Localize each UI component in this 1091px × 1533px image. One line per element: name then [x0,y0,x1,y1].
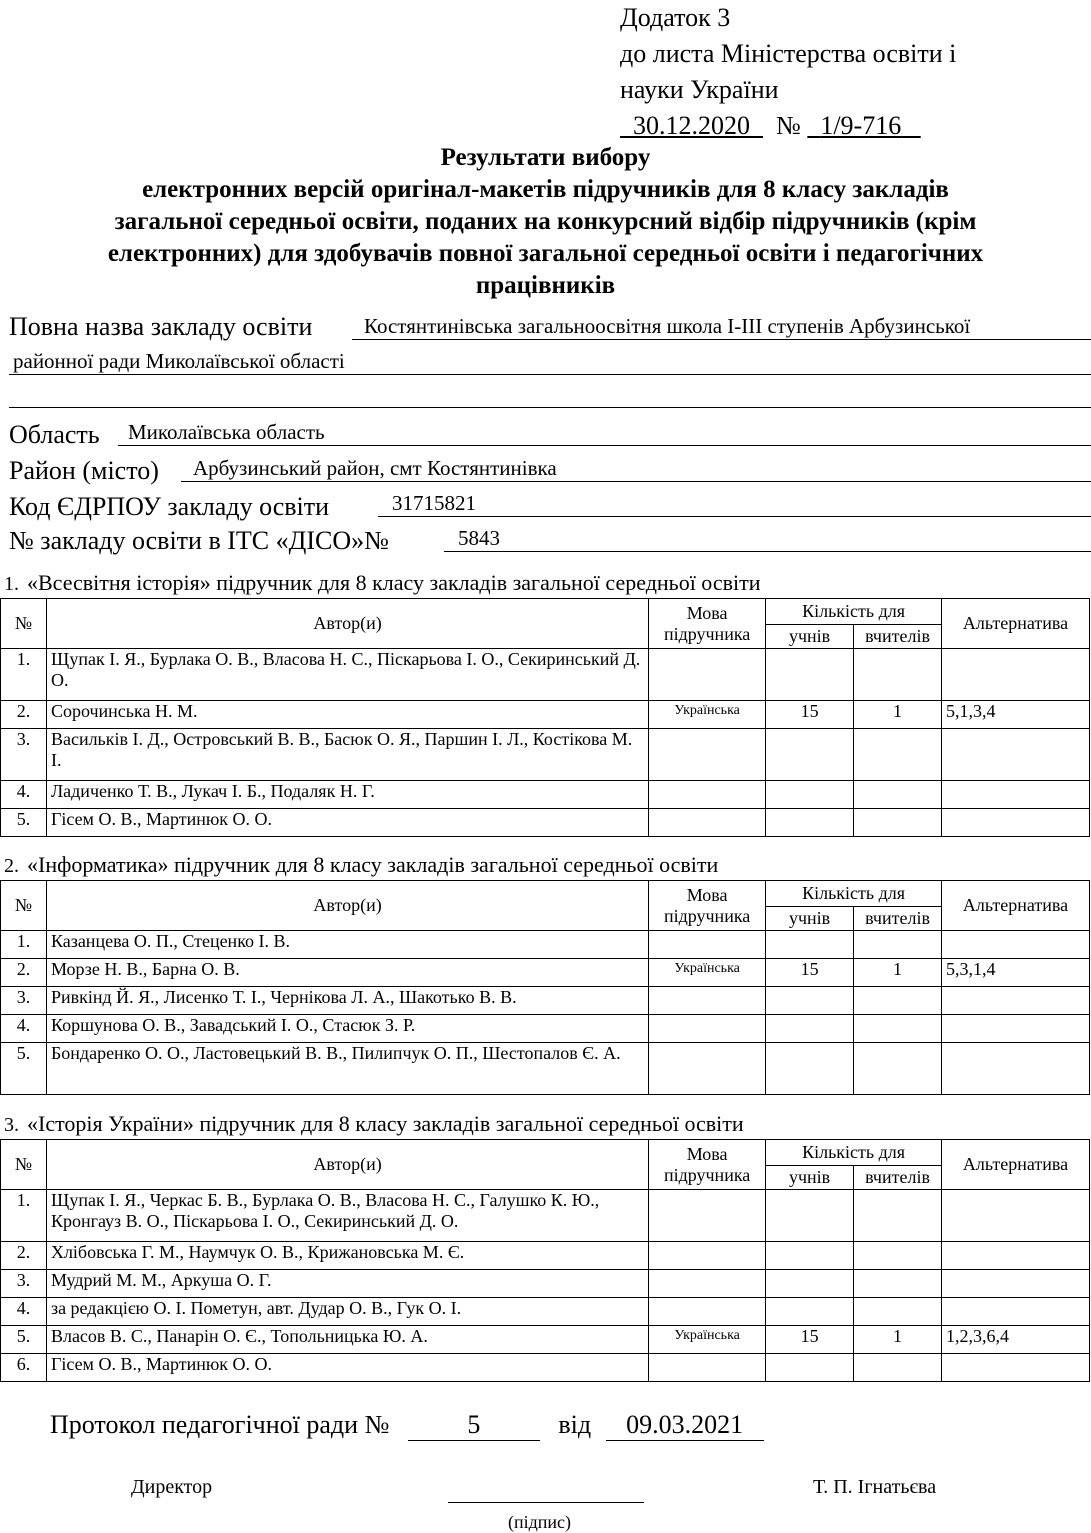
section-3-table [0,1139,1090,1382]
school-full-name-value-2: районної ради Миколаївської області [9,349,1091,375]
table-row: 5. Бондаренко О. О., Ластовецький В. В., Пилипчук О. П., Шестопалов Є. А. [1,1043,1090,1095]
table-row: 3. Мудрий М. М., Аркуша О. Г. [1,1270,1090,1298]
header-quantity: Кількість для [766,599,942,625]
header-num: № [1,599,47,649]
header-students: учнів [766,907,854,931]
section-2-table [0,880,1090,1095]
protocol-number: 5 [408,1410,540,1441]
table-row: 6. Гісем О. В., Мартинюк О. О. [1,1354,1090,1382]
header-teachers: вчителів [854,907,942,931]
edrpou-value: 31715821 [378,491,1091,517]
protocol-label: Протокол педагогічної ради № [50,1410,390,1439]
appendix-number-sign: № [776,111,801,140]
signature-line [448,1502,644,1503]
title-line-5: працівників [475,272,616,299]
appendix-number: 1/9-716 [820,111,902,140]
signature-caption: (підпис) [508,1512,572,1532]
appendix-line-2: до листа Міністерства освіти і [620,39,957,68]
header-students: учнів [766,625,854,649]
appendix-block [620,0,956,144]
blank-line [9,407,1091,408]
table-row: 2. Морзе Н. В., Барна О. В. Українська 15 1 5,3,1,4 [1,959,1090,987]
table-row: 1. Казанцева О. П., Стеценко І. В. [1,931,1090,959]
director-name: Т. П. Ігнатьєва [813,1476,937,1498]
table-row: 4. Коршунова О. В., Завадський І. О., Стасюк З. Р. [1,1015,1090,1043]
header-quantity: Кількість для [766,881,942,907]
table-row: 1. Щупак І. Я., Черкас Б. В., Бурлака О. В., Власова Н. С., Галушко К. Ю., Кронгауз В. О., Піскарьова І. О., Секиринський Д. О. [1,1190,1090,1242]
header-num: № [1,1140,47,1190]
itc-label: № закладу освіти в ІТС «ДІСО»№ [9,526,389,555]
section-3-title: 3. «Історія України» підручник для 8 класу закладів загальної середньої освіти [4,1111,744,1136]
title-line-1: Результати вибору [440,144,651,171]
table-row: 2. Хлібовська Г. М., Наумчук О. В., Крижановська М. Є. [1,1242,1090,1270]
header-authors: Автор(и) [46,599,648,649]
header-students: учнів [766,1166,854,1190]
title-line-4: електронних) для здобувачів повної загальної середньої освіти і педагогічних [107,240,984,267]
appendix-line-1: Додаток 3 [620,3,731,32]
document-title [0,142,1091,302]
title-line-2: електронних версій оригінал-макетів підручників для 8 класу закладів [142,176,949,203]
title-line-3: загальної середньої освіти, поданих на конкурсний відбір підручників (крім [114,208,977,235]
region-value: Миколаївська область [118,420,1091,446]
school-full-name-label: Повна назва закладу освіти [9,312,313,341]
appendix-date: 30.12.2020 [633,111,750,140]
header-alternative: Альтернатива [942,881,1090,931]
header-authors: Автор(и) [46,1140,648,1190]
table-row: 3. Васильків І. Д., Островський В. В., Басюк О. Я., Паршин І. Л., Костікова М. І. [1,729,1090,781]
table-row: 4. Ладиченко Т. В., Лукач І. Б., Подаляк Н. Г. [1,781,1090,809]
protocol-date: 09.03.2021 [606,1410,764,1441]
district-value: Арбузинський район, смт Костянтинівка [181,456,1091,482]
protocol-line [50,1410,764,1441]
header-quantity: Кількість для [766,1140,942,1166]
header-language: Мова підручника [649,599,766,649]
table-row: 4. за редакцією О. І. Пометун, авт. Дудар О. В., Гук О. І. [1,1298,1090,1326]
appendix-date-number [620,108,956,144]
header-language: Мова підручника [649,1140,766,1190]
header-authors: Автор(и) [46,881,648,931]
table-row: 2. Сорочинська Н. М. Українська 15 1 5,1,3,4 [1,701,1090,729]
appendix-line-3: науки України [620,75,779,104]
protocol-from-label: від [558,1410,592,1439]
header-language: Мова підручника [649,881,766,931]
section-2-title: 2. «Інформатика» підручник для 8 класу закладів загальної середньої освіти [4,852,719,877]
section-1-table [0,598,1090,837]
table-row: 1. Щупак І. Я., Бурлака О. В., Власова Н. С., Піскарьова І. О., Секиринський Д. О. [1,649,1090,701]
itc-value: 5843 [444,526,1091,552]
school-full-name-value-1: Костянтинівська загальноосвітня школа І-ІІІ ступенів Арбузинської [352,314,1091,340]
table-row: 5. Гісем О. В., Мартинюк О. О. [1,809,1090,837]
header-num: № [1,881,47,931]
region-label: Область [9,420,100,449]
edrpou-label: Код ЄДРПОУ закладу освіти [9,492,330,521]
table-row: 3. Ривкінд Й. Я., Лисенко Т. І., Чернікова Л. А., Шакотько В. В. [1,987,1090,1015]
header-teachers: вчителів [854,1166,942,1190]
section-1-title: 1. «Всесвітня історія» підручник для 8 класу закладів загальної середньої освіти [4,570,761,595]
header-teachers: вчителів [854,625,942,649]
header-alternative: Альтернатива [942,1140,1090,1190]
table-row: 5. Власов В. С., Панарін О. Є., Топольницька Ю. А. Українська 15 1 1,2,3,6,4 [1,1326,1090,1354]
district-label: Район (місто) [9,456,159,485]
header-alternative: Альтернатива [942,599,1090,649]
director-label: Директор [131,1476,213,1498]
